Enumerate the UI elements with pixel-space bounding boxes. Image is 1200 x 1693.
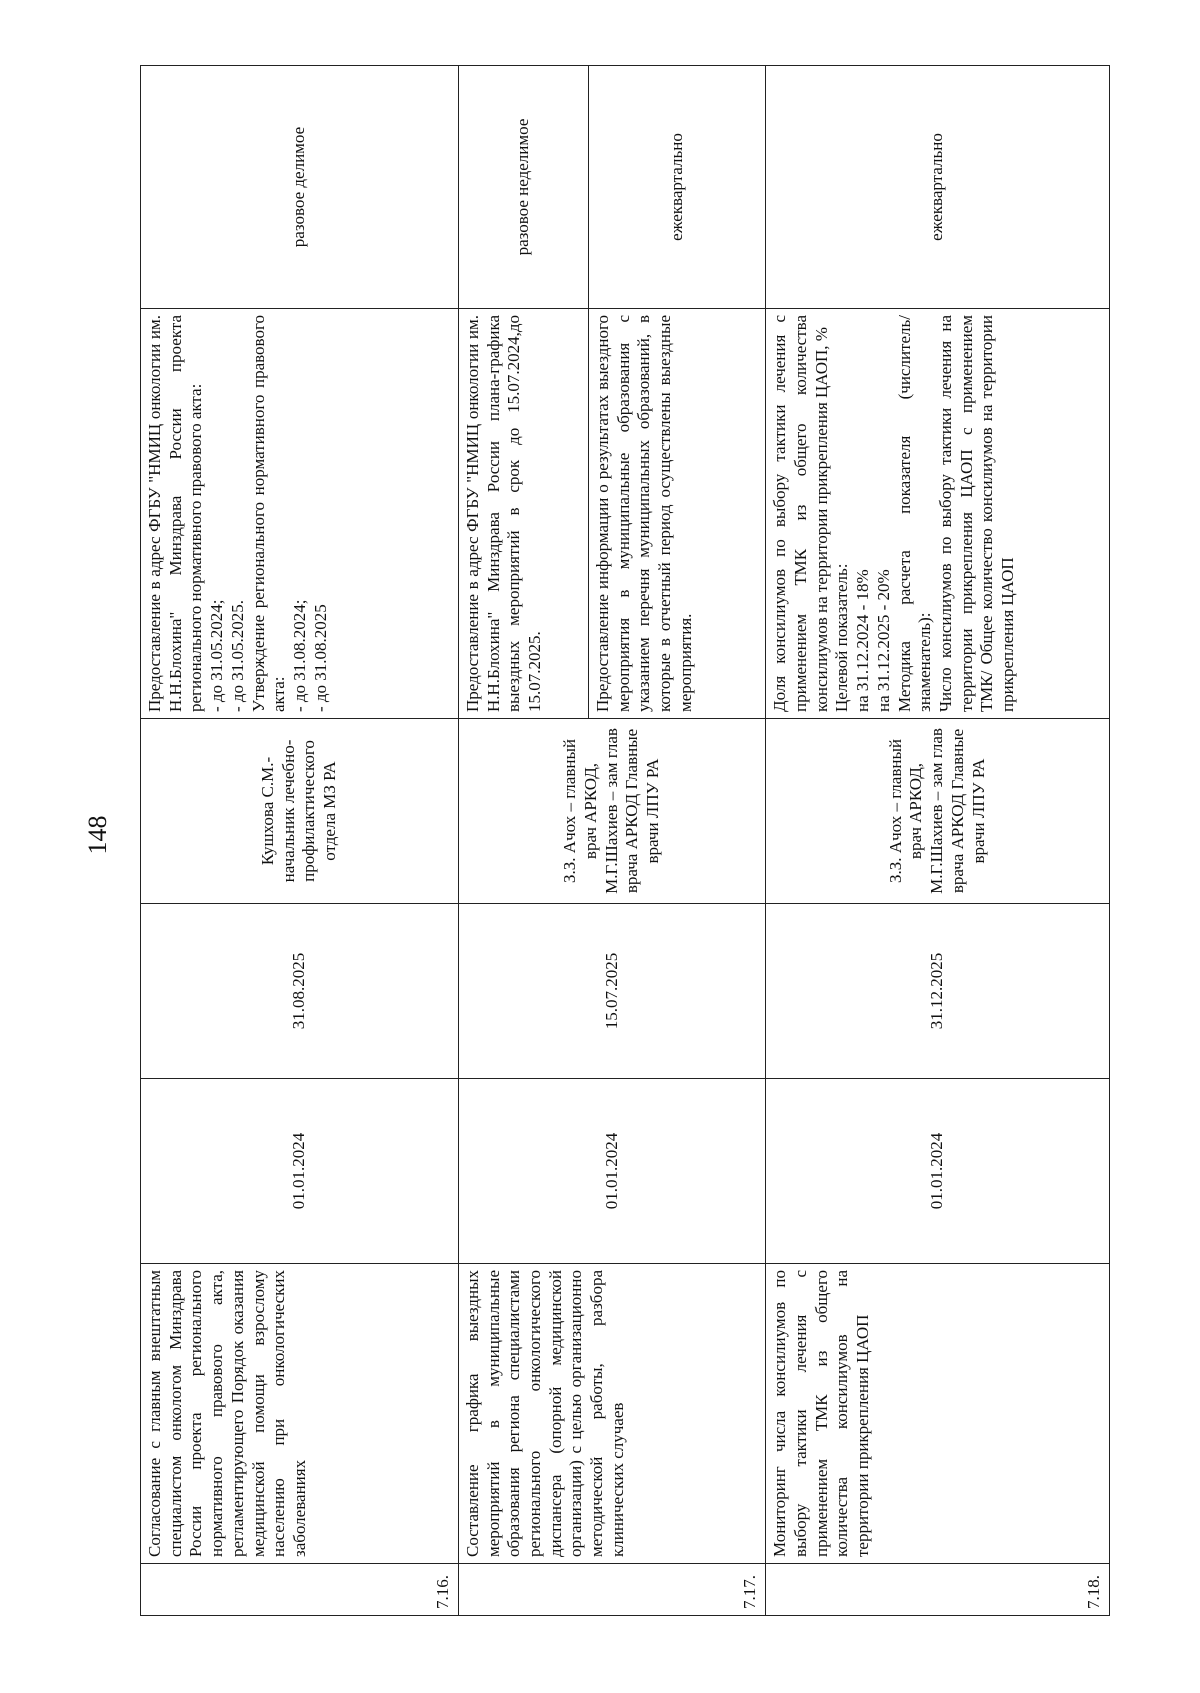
start-date: 01.01.2024 bbox=[766, 1079, 1110, 1264]
result-line: - до 31.08.2025 bbox=[310, 604, 330, 712]
responsible-cell: З.З. Ачох – главный врач АРКОД, М.Г.Шахиев – зам глав врача АРКОД Главные врачи ЛПУ РА bbox=[766, 719, 1110, 904]
result-line: Целевой показатель: bbox=[832, 563, 852, 712]
task-cell: Составление графика выездных мероприятий в муниципальные образования региона специалистами регионального онкологического диспансера (опорной медицинской организации) с целью организационно методической работы, разбора клинических случаев bbox=[458, 1264, 765, 1564]
result-line: Число консилиумов по выбору тактики лечения на территории прикрепления ЦАОП с применением ТМК/ Общее количество консилиумов на территории прикрепления ЦАОП bbox=[936, 315, 1018, 712]
table-row bbox=[141, 66, 459, 1616]
result-line: Утверждение регионального нормативного правового акта: bbox=[248, 315, 289, 712]
periodicity-cell: ежеквартально bbox=[589, 66, 766, 309]
periodicity-cell: разовое делимое bbox=[141, 66, 459, 309]
result-line: - до 31.05.2025. bbox=[227, 599, 247, 712]
row-number: 7.16. bbox=[141, 1564, 459, 1616]
plan-table bbox=[140, 65, 1110, 1616]
end-date: 31.08.2025 bbox=[141, 904, 459, 1079]
end-date: 31.12.2025 bbox=[766, 904, 1110, 1079]
result-line: на 31.12.2025 - 20% bbox=[873, 569, 893, 712]
responsible-cell: Кушхова С.М.- начальник лечебно-профилактического отдела МЗ РА bbox=[141, 719, 459, 904]
responsible-cell: З.З. Ачох – главный врач АРКОД, М.Г.Шахиев – зам глав врача АРКОД Главные врачи ЛПУ РА bbox=[458, 719, 765, 904]
result-cell: Предоставление информации о результатах выездного мероприятия в муниципальные образования с указанием перечня муниципальных образований, в которые в отчетный период осуществлены выездные мероприятия. bbox=[589, 309, 766, 719]
task-cell: Мониторинг числа консилиумов по выбору тактики лечения с применением ТМК из общего количества консилиумов на территории прикрепления ЦАОП bbox=[766, 1264, 1110, 1564]
rotated-table-container bbox=[140, 66, 1110, 1616]
table-row bbox=[458, 66, 588, 1616]
result-line: - до 31.08.2024; bbox=[290, 599, 310, 712]
result-line: - до 31.05.2024; bbox=[207, 599, 227, 712]
result-cell bbox=[766, 309, 1110, 719]
start-date: 01.01.2024 bbox=[141, 1079, 459, 1264]
periodicity-cell: разовое неделимое bbox=[458, 66, 588, 309]
end-date: 15.07.2025 bbox=[458, 904, 765, 1079]
result-cell: Предоставление в адрес ФГБУ "НМИЦ онкологии им. Н.Н.Блохина" Минздрава России плана-графика выездных мероприятий в срок до 15.07.2024,до 15.07.2025. bbox=[458, 309, 588, 719]
result-line: Методика расчета показателя (числитель/знаменатель): bbox=[894, 315, 935, 712]
row-number: 7.18. bbox=[766, 1564, 1110, 1616]
result-cell bbox=[141, 309, 459, 719]
row-number: 7.17. bbox=[458, 1564, 765, 1616]
page-number: 148 bbox=[83, 815, 112, 855]
task-cell: Согласование с главным внештатным специалистом онкологом Минздрава России проекта регионального нормативного правового акта, регламентирующего Порядок оказания медицинской помощи взрослому населению при онкологических заболеваниях bbox=[141, 1264, 459, 1564]
result-line: Предоставление в адрес ФГБУ "НМИЦ онкологии им. Н.Н.Блохина" Минздрава России проекта регионального нормативного правового акта: bbox=[145, 315, 206, 712]
table-row bbox=[766, 66, 1110, 1616]
periodicity-cell: ежеквартально bbox=[766, 66, 1110, 309]
result-line: на 31.12.2024 - 18% bbox=[853, 569, 873, 712]
start-date: 01.01.2024 bbox=[458, 1079, 765, 1264]
result-line: Доля консилиумов по выбору тактики лечения с применением ТМК из общего количества консилиумов на территории прикрепления ЦАОП, % bbox=[770, 315, 831, 712]
